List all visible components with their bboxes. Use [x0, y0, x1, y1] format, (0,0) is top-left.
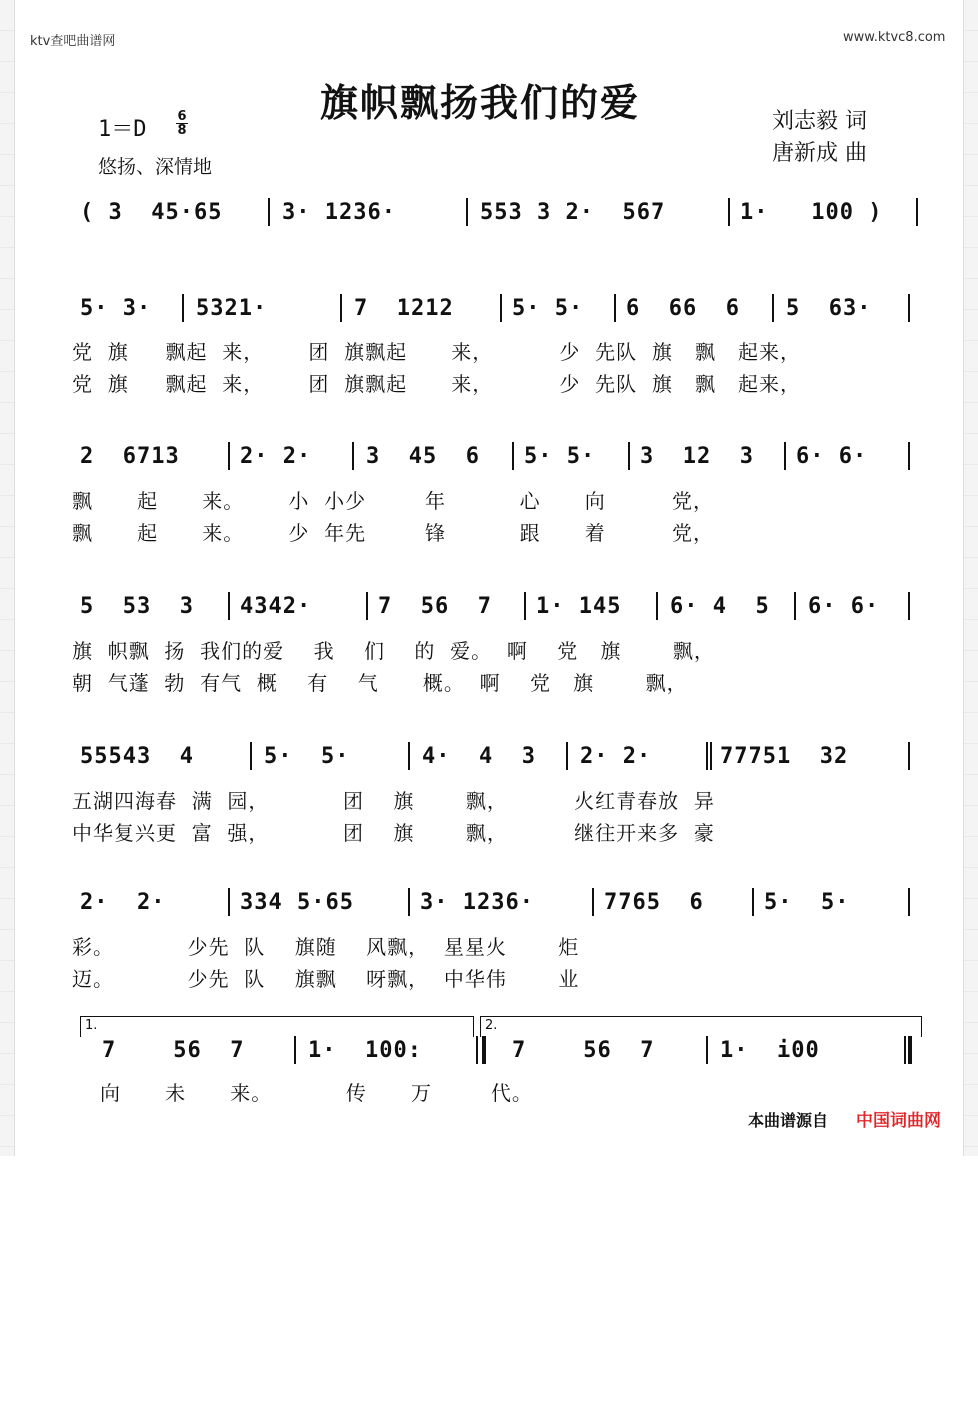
barline: [772, 294, 774, 322]
measure: 1· 145: [536, 594, 622, 619]
measure: 4342·: [240, 594, 312, 619]
staff-row-1: [72, 196, 922, 230]
barline: [228, 442, 230, 470]
barline: [908, 888, 910, 916]
measure: 5· 5·: [524, 444, 596, 469]
barline: [512, 442, 514, 470]
barline: [294, 1036, 296, 1064]
measure: 7765 6: [604, 890, 704, 915]
measure: 55543 4: [80, 744, 194, 769]
barline: [908, 742, 910, 770]
barline: [340, 294, 342, 322]
measure: 4· 4 3: [422, 744, 536, 769]
barline: [182, 294, 184, 322]
measure: 77751 32: [720, 744, 849, 769]
meter-bottom: 8: [177, 123, 187, 138]
barline: [500, 294, 502, 322]
measure: 1· i00: [720, 1038, 820, 1063]
lyric-line: 党 旗 飘起 来， 团 旗飘起 来， 少 先队 旗 飘 起来，: [72, 340, 802, 364]
measure: 334 5·65: [240, 890, 354, 915]
barline: [408, 888, 410, 916]
lyric-line: 中华复兴更 富 强， 团 旗 飘， 继往开来多 豪: [72, 821, 715, 845]
barline: [268, 198, 270, 226]
lyric-line: 朝 气蓬 勃 有气 概 有 气 概。 啊 党 旗 飘，: [72, 671, 688, 695]
barline: [566, 742, 568, 770]
measure: 6· 4 5: [670, 594, 770, 619]
source-label: 本曲谱源自: [748, 1111, 829, 1130]
measure: 6· 6·: [808, 594, 880, 619]
staff-row-4: [72, 590, 922, 624]
lyric-line: 向 未 来。 传 万 代。: [100, 1081, 533, 1105]
barline: [228, 888, 230, 916]
left-watermark-strip: [0, 0, 15, 1156]
barline: [352, 442, 354, 470]
measure: 7 56 7: [102, 1038, 245, 1063]
measure: ( 3 45·65: [80, 200, 223, 225]
measure: 553 3 2· 567: [480, 200, 666, 225]
barline: [250, 742, 252, 770]
tempo-marking: 悠扬、深情地: [98, 156, 213, 178]
measure: 5 63·: [786, 296, 872, 321]
barline: [908, 442, 910, 470]
measure: 2· 2·: [80, 890, 166, 915]
final-barline-thick: [908, 1036, 912, 1064]
barline: [706, 1036, 708, 1064]
lyric-line: 迈。 少先 队 旗飘 呀飘， 中华伟 业: [72, 967, 580, 991]
barline: [656, 592, 658, 620]
lyric-line: 旗 帜飘 扬 我们的爱 我 们 的 爱。 啊 党 旗 飘，: [72, 639, 715, 663]
barline: [228, 592, 230, 620]
measure: 1· 100:: [308, 1038, 422, 1063]
measure: 7 1212: [354, 296, 454, 321]
repeat-barline-thick: [482, 1036, 486, 1064]
measure: 5321·: [196, 296, 268, 321]
measure: 5· 3·: [80, 296, 152, 321]
measure: 3· 1236·: [282, 200, 396, 225]
barline: [614, 294, 616, 322]
measure: 5· 5·: [264, 744, 350, 769]
final-barline: [904, 1036, 906, 1064]
time-signature: [176, 110, 188, 137]
repeat-barline: [476, 1036, 478, 1064]
measure: 1· 100 ): [740, 200, 883, 225]
measure: 2· 2·: [240, 444, 312, 469]
lyric-line: 飘 起 来。 小 小少 年 心 向 党，: [72, 489, 714, 513]
barline: [466, 198, 468, 226]
measure: 7 56 7: [512, 1038, 655, 1063]
measure: 2 6713: [80, 444, 180, 469]
first-ending-label: 1.: [85, 1018, 98, 1033]
barline: [592, 888, 594, 916]
meter-top: 6: [177, 109, 187, 124]
staff-row-6: [72, 886, 922, 920]
staff-row-7: [72, 1034, 922, 1068]
barline: [794, 592, 796, 620]
measure: 3 12 3: [640, 444, 754, 469]
source-brand-link[interactable]: 中国词曲网: [856, 1111, 941, 1131]
barline: [784, 442, 786, 470]
key-signature: 1＝D: [98, 117, 147, 142]
measure: 5· 5·: [512, 296, 584, 321]
measure: 5· 5·: [764, 890, 850, 915]
barline: [752, 888, 754, 916]
barline: [366, 592, 368, 620]
song-title: 旗帜飘扬我们的爱: [319, 81, 640, 125]
measure: 6· 6·: [796, 444, 868, 469]
lyric-line: 五湖四海春 满 园， 团 旗 飘， 火红青春放 异: [72, 789, 715, 813]
composer-credit: 唐新成 曲: [772, 141, 867, 166]
barline: [916, 198, 918, 226]
measure: 6 66 6: [626, 296, 740, 321]
second-ending-label: 2.: [485, 1018, 498, 1033]
measure: 5 53 3: [80, 594, 194, 619]
barline: [728, 198, 730, 226]
site-url-right[interactable]: www.ktvc8.com: [843, 30, 946, 45]
lyricist-credit: 刘志毅 词: [772, 109, 867, 134]
measure: 3 45 6: [366, 444, 480, 469]
lyric-line: 党 旗 飘起 来， 团 旗飘起 来， 少 先队 旗 飘 起来，: [72, 372, 802, 396]
staff-row-3: [72, 440, 922, 474]
staff-row-2: [72, 292, 922, 326]
barline: [524, 592, 526, 620]
site-name-left[interactable]: ktv查吧曲谱网: [30, 34, 116, 49]
lyric-line: 彩。 少先 队 旗随 风飘， 星星火 炬: [72, 935, 580, 959]
barline: [710, 742, 712, 770]
barline: [908, 294, 910, 322]
barline: [706, 742, 708, 770]
measure: 7 56 7: [378, 594, 492, 619]
staff-row-5: [72, 740, 922, 774]
measure: 3· 1236·: [420, 890, 534, 915]
barline: [408, 742, 410, 770]
lyric-line: 飘 起 来。 少 年先 锋 跟 着 党，: [72, 521, 714, 545]
right-watermark-strip: [963, 0, 978, 1156]
measure: 2· 2·: [580, 744, 652, 769]
barline: [628, 442, 630, 470]
barline: [908, 592, 910, 620]
